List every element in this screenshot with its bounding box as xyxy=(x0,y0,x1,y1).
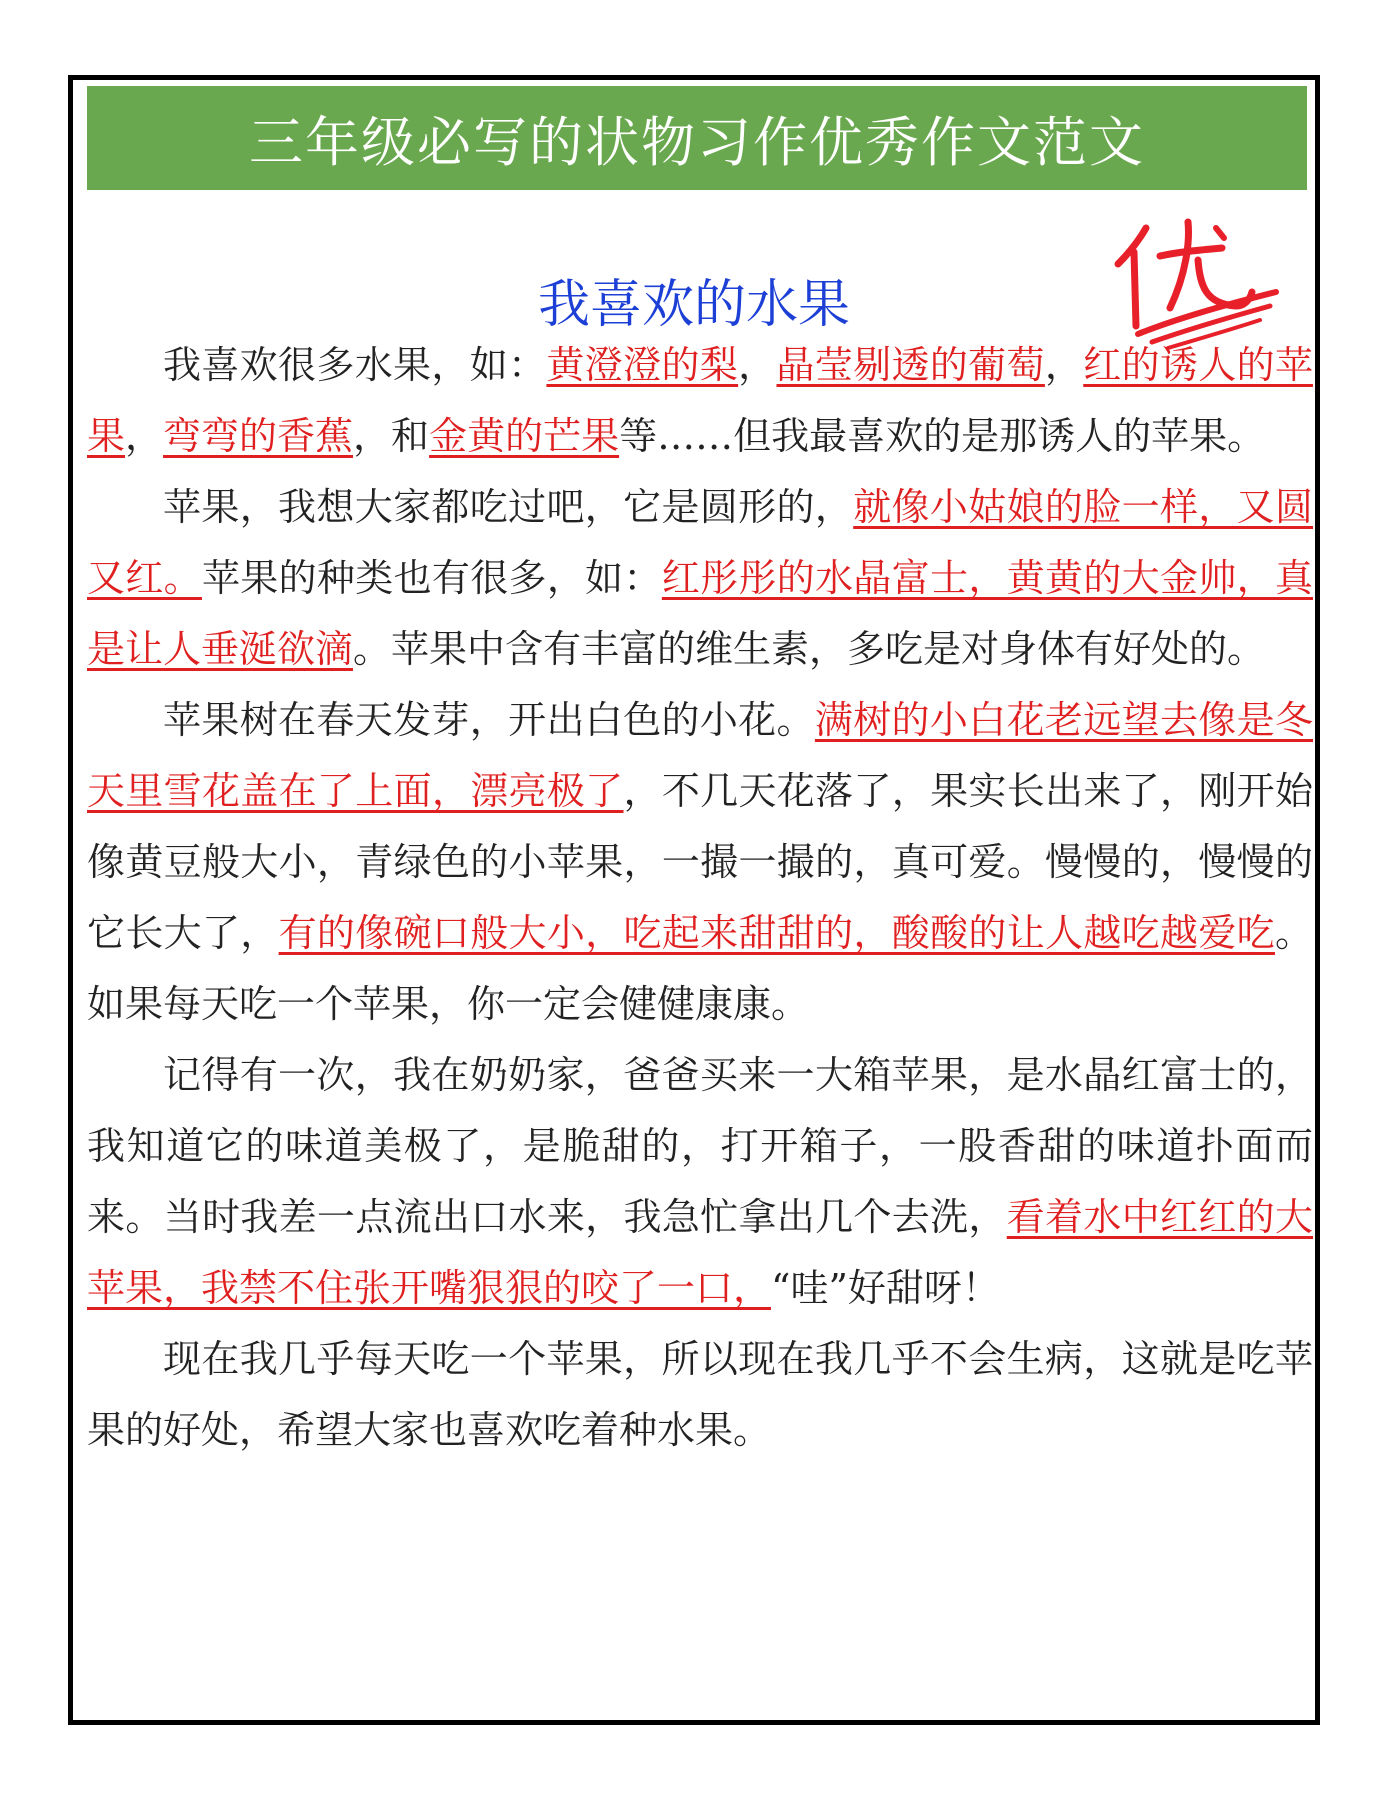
paragraph-text: ， xyxy=(738,343,777,387)
highlighted-phrase: 满树的小白花老远望去像是冬天里雪花盖在了上面，漂亮极了 xyxy=(87,698,1313,813)
highlighted-phrase: 金黄的芒果 xyxy=(429,414,620,458)
paragraph-text: 苹果，我想大家都吃过吧，它是圆形的， xyxy=(163,485,854,529)
paragraph-text: 我喜欢很多水果，如： xyxy=(163,343,547,387)
banner-title: 三年级必写的状物习作优秀作文范文 xyxy=(249,110,1145,174)
essay-paragraph xyxy=(87,330,1313,472)
paragraph-text: ， xyxy=(125,414,164,458)
paragraph-text: 。如果每天吃一个苹果，你一定会健健康康。 xyxy=(87,911,1313,1026)
paragraph-text: 。苹果中含有丰富的维生素，多吃是对身体有好处的。 xyxy=(353,627,1266,671)
highlighted-phrase: 黄澄澄的梨 xyxy=(546,343,739,387)
highlighted-phrase: 晶莹剔透的葡萄 xyxy=(776,343,1045,387)
highlighted-phrase: 红的诱人的苹果 xyxy=(87,343,1313,458)
essay-paragraph xyxy=(87,1324,1313,1466)
paragraph-text: 现在我几乎每天吃一个苹果，所以现在我几乎不会生病，这就是吃苹果的好处，希望大家也喜欢吃着种水果。 xyxy=(87,1337,1313,1452)
essay-paragraph xyxy=(87,1040,1313,1324)
paragraph-text: “哇”好甜呀！ xyxy=(771,1266,1000,1310)
paragraph-text: ， xyxy=(1044,343,1084,387)
highlighted-phrase: 红彤彤的水晶富士，黄黄的大金帅，真是让人垂涎欲滴 xyxy=(87,556,1313,671)
paragraph-text: ，和 xyxy=(353,414,430,458)
header-banner xyxy=(87,86,1307,190)
highlighted-phrase: 有的像碗口般大小，吃起来甜甜的，酸酸的让人越吃越爱吃 xyxy=(278,911,1275,955)
paragraph-text: ，不几天花落了，果实长出来了，刚开始像黄豆般大小，青绿色的小苹果，一撮一撮的，真可爱。慢慢的，慢慢的它长大了， xyxy=(87,769,1313,955)
paragraph-text: 记得有一次，我在奶奶家，爸爸买来一大箱苹果，是水晶红富士的，我知道它的味道美极了，是脆甜的，打开箱子，一股香甜的味道扑面而来。当时我差一点流出口水来，我急忙拿出几个去洗， xyxy=(87,1053,1313,1239)
essay-body xyxy=(87,330,1313,1466)
paragraph-text: 苹果的种类也有很多，如： xyxy=(201,556,662,600)
paragraph-text: 苹果树在春天发芽，开出白色的小花。 xyxy=(163,698,815,742)
paragraph-text: 等……但我最喜欢的是那诱人的苹果。 xyxy=(619,414,1266,458)
essay-paragraph xyxy=(87,685,1313,1040)
highlighted-phrase: 看着水中红红的大苹果，我禁不住张开嘴狠狠的咬了一口， xyxy=(87,1195,1313,1310)
highlighted-phrase: 就像小姑娘的脸一样，又圆又红。 xyxy=(87,485,1313,600)
highlighted-phrase: 弯弯的香蕉 xyxy=(163,414,354,458)
essay-title: 我喜欢的水果 xyxy=(537,275,850,335)
page-frame xyxy=(68,75,1320,1725)
essay-paragraph xyxy=(87,472,1313,685)
